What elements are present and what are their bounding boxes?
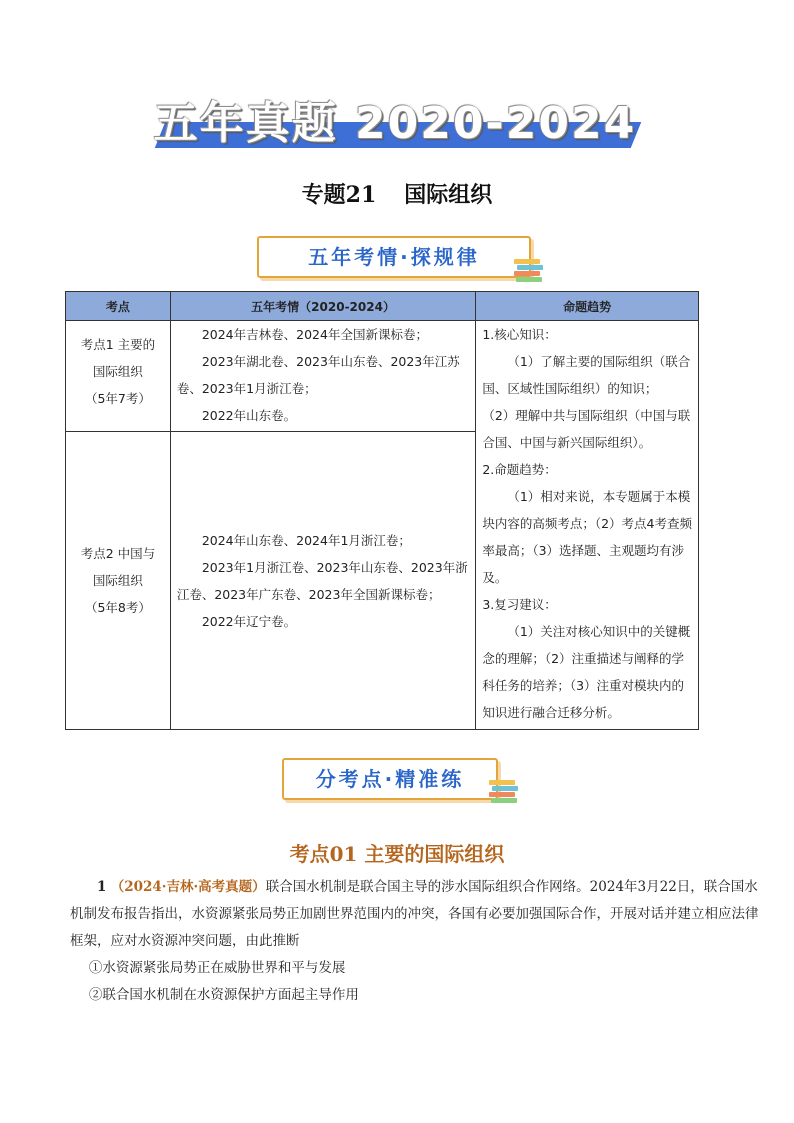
- banner-text: 五年真题 2020-2024: [153, 98, 637, 149]
- exam-overview-table: [65, 291, 699, 730]
- exam-history-cell: [170, 432, 475, 730]
- exam-history-line: 2023年1月浙江卷、2023年山东卷、2023年浙江卷、2023年广东卷、2023年全国新课标卷；: [176, 559, 468, 602]
- trend-line: 3.复习建议：: [482, 597, 557, 612]
- subject-name: 国际组织: [404, 182, 493, 208]
- trend-line: 2.命题趋势：: [482, 462, 557, 477]
- option-2: ②联合国水机制在水资源保护方面起主导作用: [88, 987, 359, 1003]
- table-header-row: [66, 292, 699, 321]
- trend-list: [476, 321, 698, 726]
- topic-line: 考点2 中国与: [80, 546, 156, 561]
- topic-line: 国际组织: [92, 364, 143, 379]
- exam-history-line: 2024年吉林卷、2024年全国新课标卷；: [201, 327, 428, 342]
- option-1: ①水资源紧张局势正在威胁世界和平与发展: [88, 960, 346, 976]
- trend-line: （1）相对来说，本专题属于本模块内容的高频考点；（2）考点4考查频率最高；（3）选择题、主观题均有涉及。: [482, 489, 692, 585]
- trend-line: （2）理解中共与国际组织（中国与联合国、中国与新兴国际组织）。: [482, 408, 691, 450]
- subject-label: 专题21: [301, 182, 377, 208]
- topic-line: （5年7考）: [84, 391, 151, 406]
- section-tag-practice: [282, 758, 498, 800]
- topic-line: 国际组织: [92, 573, 143, 588]
- tag-label: 分考点·精准练: [315, 767, 465, 791]
- section-tag-exam-trends: [257, 236, 531, 278]
- books-icon: [489, 780, 515, 802]
- trend-cell: [476, 321, 699, 730]
- exam-history-line: 2022年山东卷。: [201, 408, 297, 423]
- trend-line: （1）关注对核心知识中的关键概念的理解；（2）注重描述与阐释的学科任务的培养；（3）注重对模块内的知识进行融合迁移分析。: [482, 624, 691, 720]
- topic-line: 考点1 主要的: [80, 337, 156, 352]
- title-banner: [150, 96, 640, 154]
- topic-cell: [66, 321, 171, 432]
- exam-history-line: 2022年辽宁卷。: [201, 613, 297, 629]
- exam-history-line: 2024年山东卷、2024年1月浙江卷；: [201, 532, 411, 548]
- books-icon: [514, 259, 540, 281]
- exam-history-cell: [170, 321, 475, 432]
- trend-line: 1.核心知识：: [482, 327, 557, 342]
- question-source: （2024·吉林·高考真题）: [110, 879, 266, 895]
- topic-cell: [66, 432, 171, 730]
- tag-label: 五年考情·探规律: [308, 245, 480, 269]
- table-header: 命题趋势: [476, 292, 699, 321]
- table-header: 考点: [66, 292, 171, 321]
- question-text: 联合国水机制是联合国主导的涉水国际组织合作网络。2024年3月22日，联合国水机制发布报告指出，水资源紧张局势正加剧世界范围内的冲突，各国有必要加强国际合作，开展对话并建立相应法律框架，应对水资源冲突问题，由此推断: [70, 879, 759, 949]
- topic-line: （5年8考）: [84, 600, 151, 615]
- question-number: 1: [97, 879, 107, 895]
- subject-title: [0, 178, 794, 209]
- section-title: 考点01 主要的国际组织: [289, 842, 505, 866]
- trend-line: （1）了解主要的国际组织（联合国、区域性国际组织）的知识；: [482, 354, 691, 396]
- exam-history-line: 2023年湖北卷、2023年山东卷、2023年江苏卷、2023年1月浙江卷；: [176, 354, 460, 396]
- question-stem: [70, 874, 760, 955]
- table-row: [66, 321, 699, 432]
- table-header: 五年考情（2020-2024）: [170, 292, 475, 321]
